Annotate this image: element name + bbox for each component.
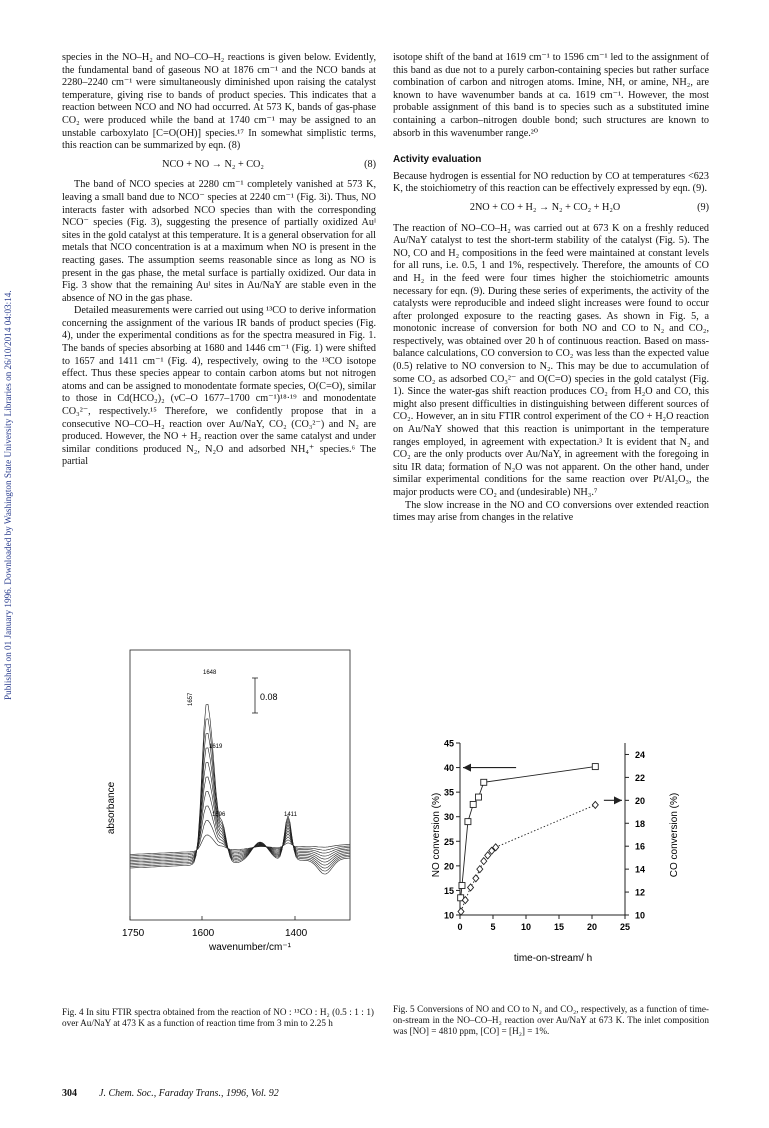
left-column [62, 52, 376, 469]
fig5-xtick-label: 15 [553, 922, 565, 932]
fig5-chart [405, 735, 705, 993]
right-column [393, 52, 709, 525]
right-paragraph-2: Because hydrogen is essential for NO reduction by CO at temperatures <623 K, the stoichiometry of this reaction can be effectively expressed by eqn. (9). [393, 170, 709, 195]
fig5-point-diamond [592, 801, 598, 808]
fig4-peak-1648: 1648 [203, 670, 217, 676]
left-paragraph-1: species in the NO–H₂ and NO–CO–H₂ reactions is given below. Evidently, the fundamental band of gaseous NO at 1876 cm⁻¹ and the NCO bands at 2280–2240 cm⁻¹ were simultaneously diminished upon raising the catalyst temperature, giving rise to bands of product species. This indicates that a reaction between NCO and NO had occurred. At 573 K, bands of gas-phase CO₂ were produced while the band at 1740 cm⁻¹ may be assigned to an unstable carboxylato [C=O(OH)] species.¹⁷ In somewhat simplistic terms, this reaction can be summarized by eqn. (8) [62, 52, 376, 152]
right-paragraph-3: The reaction of NO–CO–H₂ was carried out at 673 K on a freshly reduced Au/NaY catalyst to test the short-term stability of the catalyst (Fig. 5). The NO, CO and H₂ compositions in the feed were maintained at constant levels for all runs, i.e. 0.5, 1 and 1%, respectively. Therefore, the amounts of CO and H₂ in the feed were four times higher the stoichiometric amounts necessary for eqn. (9). During these series of experiments, the activity of the catalysts were reproducible and indeed slight increases were found to occur after prolonged exposure to the reacting gases. As shown in Fig. 5, a monotonic increase of conversion for both NO and CO to N₂ and CO₂, respectively, was obtained over 20 h of continuous reaction. Based on mass-balance calculations, CO conversion to CO₂ was less than the expected value (0.5) relative to NO conversion to N₂. This may be due to accumulation of some CO₂ as adsorbed CO₃²⁻ and O(C=O) species in the gold catalyst (Fig. 1). Since the water-gas shift reaction produces CO₂ from H₂O and CO, this might also present difficulties in distinguishing between different sources of CO₂. However, an in situ FTIR control experiment of the CO + H₂O reaction on Au/NaY showed that this reaction is unimportant in the temperature ranges employed, in agreement with expectation.³ It is evident that N₂ and CO₂ are the only products over Au/NaY, in agreement with the foregoing in situ IR data; formation of N₂O was not apparent. On the other hand, under similar experimental conditions for the same reaction over Pt/Al₂O₃, the major products were CO₂ and (undesirable) NH₃.⁷ [393, 222, 709, 498]
fig4-peak-1596: 1596 [212, 812, 226, 818]
fig4-spectra-lines [130, 704, 350, 874]
fig5-xtick-label: 25 [619, 922, 631, 932]
page-number: 304 [62, 1088, 77, 1099]
fig5-point-square [592, 764, 598, 770]
fig4-xtick-label-1750: 1750 [122, 928, 145, 939]
fig4-spectra [100, 648, 360, 978]
equation-9-text: 2NO + CO + H₂ → N₂ + CO₂ + H₂O [469, 201, 621, 213]
fig5-ytick-label-right: 10 [635, 910, 646, 921]
fig5-point-square [481, 779, 487, 785]
equation-8-text: NCO + NO → N₂ + CO₂ [162, 158, 264, 170]
equation-9-number: (9) [697, 201, 709, 213]
fig4-peak-1657: 1657 [188, 692, 194, 706]
fig5-ytick-label-right: 20 [635, 795, 646, 806]
fig5-xtick-label: 0 [457, 922, 463, 932]
fig4-spectrum-3 [130, 806, 350, 858]
right-paragraph-1: isotope shift of the band at 1619 cm⁻¹ to 1596 cm⁻¹ led to the assignment of this band as due not to a purely carbon-containing species but rather surface combination of carbon and nitrogen atoms. Imine, NH, or amine, NH₂, are known to have wavenumber bands at ca. 1619 cm⁻¹. However, the most probable assignment of this band is to species such as a substituted imine containing a carbon–nitrogen double bond; such structures are known to absorb in this wavenumber range.²⁰ [393, 52, 709, 139]
left-paragraph-3: Detailed measurements were carried out using ¹³CO to derive information concerning the assignment of the various IR bands of product species (Fig. 4), under the experimental conditions as for the spectra measured in Fig. 1. The bands of species absorbing at 1680 and 1446 cm⁻¹ (Fig. 1) were shifted to 1657 and 1411 cm⁻¹ (Fig. 4), respectively, owing to the ¹³CO isotope effect. Thus these species appear to contain carbon atoms but not nitrogen atoms and can be assigned to monodentate formate species, O(C=O), similar to those in Cd(HCO₂)₂ (νC–O 1677–1700 cm⁻¹)¹⁸·¹⁹ and monodentate CO₃²⁻, respectively.¹⁵ Therefore, we confidently propose that in a consecutive NO–CO–H₂ reaction over Au/NaY, CO₂ (CO₃²⁻) and N₂ are produced. However, the NO + H₂ reaction over the same catalyst and under similar conditions produced N₂, N₂O and adsorbed NH₄⁺ species.⁶ The partial [62, 305, 376, 468]
fig5-xtick-label: 5 [490, 922, 496, 932]
sidebar-text: Published on 01 January 1996. Downloaded by Washington State University Libraries on 26/10/2014 04:03:14. [3, 290, 13, 700]
fig5-point-diamond [481, 858, 487, 865]
fig5-point-diamond [473, 875, 479, 882]
fig5-ylabel-right: CO conversion (%) [669, 792, 680, 878]
right-paragraph-4: The slow increase in the NO and CO conversions over extended reaction times may arise from changes in the relative [393, 499, 709, 524]
fig4-spectrum-9 [130, 719, 350, 871]
fig5-ytick-label-left: 35 [443, 787, 454, 798]
fig4-xtick-label-1400: 1400 [285, 928, 308, 939]
fig5-ytick-label-right: 24 [635, 749, 646, 760]
fig5-ytick-label-left: 45 [443, 738, 454, 749]
fig5-ytick-label-right: 16 [635, 841, 646, 852]
fig5-point-diamond [477, 866, 483, 873]
fig5-arrowhead-right [614, 796, 622, 804]
fig5-xlabel: time-on-stream/ h [513, 953, 593, 964]
fig4-spectrum-5 [130, 777, 350, 861]
fig5-xtick-label: 10 [520, 922, 532, 932]
section-heading: Activity evaluation [393, 154, 482, 166]
left-paragraph-2: The band of NCO species at 2280 cm⁻¹ completely vanished at 573 K, leaving a small band due to NCO⁻ species at 2240 cm⁻¹ (Fig. 3i). Thus, NO interacts faster with adsorbed NCO species than with the corresponding NCO⁻ species (Fig. 3), suggesting the presence of partially oxidized Auᴵ sites in the gold catalyst at this temperature. It is a general observation for all metals that NCO concentration is at a maximum when NO is present in the reacting gases. The assumption seems reasonable since as long as NO is present in the gas phase, the metal surface is partially oxidized. Our data in Fig. 3 show that the remaining Auᴵ sites in Au/NaY are stable even in the absence of NO in the gas phase. [62, 179, 376, 304]
fig5-ytick-label-right: 14 [635, 864, 646, 875]
fig4-xtick-label-1600: 1600 [192, 928, 215, 939]
fig5-ytick-label-right: 22 [635, 772, 646, 783]
fig4-caption: Fig. 4 In situ FTIR spectra obtained from the reaction of NO : ¹³CO : H₂ (0.5 : 1 : 1) over Au/NaY at 473 K as a function of reaction time from 3 min to 2.25 h [62, 1007, 374, 1029]
fig5-ytick-label-left: 10 [443, 910, 454, 921]
fig4-spectrum-7 [130, 748, 350, 865]
fig4-spectrum-2 [130, 820, 350, 856]
fig5-point-square [475, 794, 481, 800]
fig5-point-square [470, 801, 476, 807]
fig5-series-line-1 [461, 767, 596, 898]
fig4-spectrum-6 [130, 762, 350, 862]
fig5-ytick-label-left: 40 [443, 763, 454, 774]
fig5-ytick-label-right: 12 [635, 887, 646, 898]
fig4-scale-label: 0.08 [260, 692, 278, 702]
fig5-ytick-label-left: 30 [443, 812, 454, 823]
fig5-caption: Fig. 5 Conversions of NO and CO to N₂ and CO₂, respectively, as a function of time-on-stream in the NO–CO–H₂ reaction over Au/NaY at 673 K. The inlet composition was [NO] = 4810 ppm, [CO] = [H₂] = 1%. [393, 1004, 709, 1037]
fig5-point-diamond [468, 884, 474, 891]
fig5-xtick-label: 20 [586, 922, 598, 932]
fig5-marks [458, 764, 622, 915]
fig5-arrowhead-left [463, 764, 471, 772]
fig4-peak-1411: 1411 [284, 812, 297, 818]
fig5-point-diamond [485, 852, 491, 859]
fig5-ylabel-left: NO conversion (%) [431, 792, 442, 878]
fig4-spectrum-8 [130, 733, 350, 868]
fig4-frame [130, 650, 350, 920]
equation-9 [393, 202, 709, 215]
fig5-point-square [465, 819, 471, 825]
fig5-ytick-label-left: 15 [443, 885, 454, 896]
fig5-point-square [459, 883, 465, 889]
fig4-ylabel: absorbance [106, 781, 117, 835]
equation-8-number: (8) [364, 158, 376, 170]
fig5-ytick-label-left: 20 [443, 861, 454, 872]
journal-reference: J. Chem. Soc., Faraday Trans., 1996, Vol. 92 [99, 1088, 279, 1099]
fig5-ytick-label-left: 25 [443, 836, 454, 847]
publication-sidebar [3, 120, 17, 700]
fig4-spectrum-10 [130, 704, 350, 874]
page-footer [62, 1088, 279, 1099]
fig5-point-diamond [458, 908, 464, 915]
fig5-ytick-label-right: 18 [635, 818, 646, 829]
fig4-xlabel: wavenumber/cm⁻¹ [209, 942, 291, 953]
fig5-series-line-2 [461, 805, 595, 912]
equation-8 [62, 159, 376, 172]
fig4-peak-1619: 1619 [209, 744, 223, 750]
